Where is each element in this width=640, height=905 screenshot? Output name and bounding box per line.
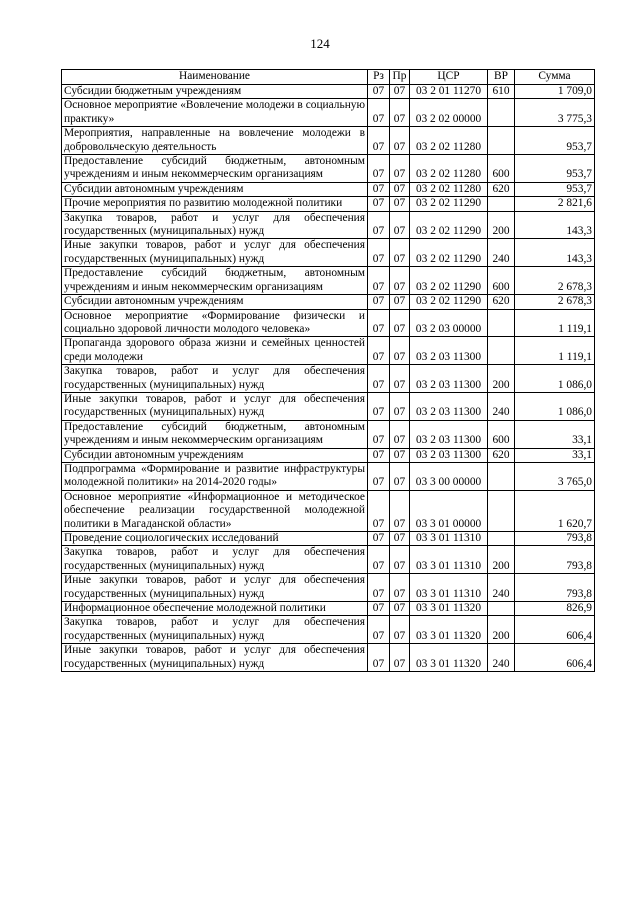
cell-vr: 600 [488, 420, 515, 448]
cell-sum: 606,4 [515, 616, 595, 644]
cell-name: Иные закупки товаров, работ и услуг для обеспечения государственных (муниципальных) нужд [62, 644, 368, 672]
cell-name: Мероприятия, направленные на вовлечение молодежи в добровольческую деятельность [62, 127, 368, 155]
table-row [62, 574, 595, 602]
cell-rz: 07 [368, 546, 390, 574]
cell-name: Иные закупки товаров, работ и услуг для обеспечения государственных (муниципальных) нужд [62, 239, 368, 267]
cell-name: Предоставление субсидий бюджетным, автономным учреждениям и иным некоммерческим организациям [62, 420, 368, 448]
table-row [62, 448, 595, 462]
table-row [62, 182, 595, 196]
cell-csr: 03 3 01 11310 [410, 574, 488, 602]
table-row [62, 85, 595, 99]
cell-rz: 07 [368, 99, 390, 127]
cell-vr: 620 [488, 295, 515, 309]
cell-pr: 07 [390, 532, 410, 546]
cell-pr: 07 [390, 309, 410, 337]
cell-name: Основное мероприятие «Вовлечение молодежи в социальную практику» [62, 99, 368, 127]
cell-rz: 07 [368, 197, 390, 211]
header-rz: Рз [368, 70, 390, 85]
table-row [62, 462, 595, 490]
cell-csr: 03 2 02 11290 [410, 197, 488, 211]
cell-name: Предоставление субсидий бюджетным, автономным учреждениям и иным некоммерческим организациям [62, 155, 368, 183]
cell-sum: 1 119,1 [515, 309, 595, 337]
cell-vr: 240 [488, 392, 515, 420]
table-row [62, 295, 595, 309]
cell-csr: 03 3 01 11310 [410, 532, 488, 546]
cell-csr: 03 2 02 11290 [410, 267, 488, 295]
cell-pr: 07 [390, 211, 410, 239]
cell-pr: 07 [390, 616, 410, 644]
cell-vr: 240 [488, 574, 515, 602]
cell-csr: 03 3 00 00000 [410, 462, 488, 490]
cell-rz: 07 [368, 85, 390, 99]
cell-name: Проведение социологических исследований [62, 532, 368, 546]
table-row [62, 490, 595, 531]
cell-sum: 606,4 [515, 644, 595, 672]
cell-name: Закупка товаров, работ и услуг для обеспечения государственных (муниципальных) нужд [62, 211, 368, 239]
cell-name: Основное мероприятие «Информационное и методическое обеспечение реализации государственной молодежной политики в Магаданской области» [62, 490, 368, 531]
cell-sum: 33,1 [515, 420, 595, 448]
page-number: 124 [310, 36, 330, 51]
cell-name: Субсидии автономным учреждениям [62, 182, 368, 196]
cell-csr: 03 2 02 11290 [410, 295, 488, 309]
cell-sum: 953,7 [515, 127, 595, 155]
cell-name: Субсидии бюджетным учреждениям [62, 85, 368, 99]
cell-csr: 03 3 01 11320 [410, 644, 488, 672]
cell-name: Субсидии автономным учреждениям [62, 295, 368, 309]
cell-csr: 03 2 03 11300 [410, 420, 488, 448]
table-row [62, 420, 595, 448]
cell-vr: 200 [488, 211, 515, 239]
cell-pr: 07 [390, 239, 410, 267]
cell-pr: 07 [390, 182, 410, 196]
cell-name: Закупка товаров, работ и услуг для обеспечения государственных (муниципальных) нужд [62, 616, 368, 644]
cell-pr: 07 [390, 127, 410, 155]
cell-vr [488, 197, 515, 211]
cell-pr: 07 [390, 574, 410, 602]
cell-vr: 600 [488, 267, 515, 295]
cell-name: Предоставление субсидий бюджетным, автономным учреждениям и иным некоммерческим организациям [62, 267, 368, 295]
cell-pr: 07 [390, 197, 410, 211]
cell-pr: 07 [390, 155, 410, 183]
cell-pr: 07 [390, 99, 410, 127]
cell-vr: 610 [488, 85, 515, 99]
header-pr: Пр [390, 70, 410, 85]
cell-csr: 03 2 02 00000 [410, 99, 488, 127]
cell-rz: 07 [368, 267, 390, 295]
cell-vr: 240 [488, 644, 515, 672]
cell-name: Закупка товаров, работ и услуг для обеспечения государственных (муниципальных) нужд [62, 365, 368, 393]
cell-rz: 07 [368, 392, 390, 420]
table-row [62, 197, 595, 211]
cell-rz: 07 [368, 644, 390, 672]
cell-rz: 07 [368, 616, 390, 644]
cell-pr: 07 [390, 420, 410, 448]
cell-rz: 07 [368, 239, 390, 267]
cell-sum: 3 765,0 [515, 462, 595, 490]
cell-sum: 953,7 [515, 182, 595, 196]
cell-pr: 07 [390, 462, 410, 490]
cell-sum: 33,1 [515, 448, 595, 462]
cell-name: Иные закупки товаров, работ и услуг для обеспечения государственных (муниципальных) нужд [62, 574, 368, 602]
cell-csr: 03 2 03 00000 [410, 309, 488, 337]
header-csr: ЦСР [410, 70, 488, 85]
cell-csr: 03 3 01 00000 [410, 490, 488, 531]
cell-rz: 07 [368, 448, 390, 462]
table-row [62, 532, 595, 546]
cell-csr: 03 2 03 11300 [410, 337, 488, 365]
cell-pr: 07 [390, 85, 410, 99]
cell-vr [488, 532, 515, 546]
cell-pr: 07 [390, 602, 410, 616]
cell-sum: 793,8 [515, 546, 595, 574]
cell-pr: 07 [390, 365, 410, 393]
cell-name: Закупка товаров, работ и услуг для обеспечения государственных (муниципальных) нужд [62, 546, 368, 574]
cell-sum: 953,7 [515, 155, 595, 183]
table-row [62, 546, 595, 574]
cell-csr: 03 2 01 11270 [410, 85, 488, 99]
cell-rz: 07 [368, 462, 390, 490]
cell-vr [488, 602, 515, 616]
cell-rz: 07 [368, 490, 390, 531]
cell-sum: 793,8 [515, 532, 595, 546]
cell-sum: 826,9 [515, 602, 595, 616]
table-header-row [62, 70, 595, 85]
cell-rz: 07 [368, 295, 390, 309]
cell-csr: 03 2 03 11300 [410, 365, 488, 393]
table-row [62, 155, 595, 183]
cell-rz: 07 [368, 420, 390, 448]
cell-vr [488, 99, 515, 127]
cell-rz: 07 [368, 182, 390, 196]
budget-table [61, 69, 595, 672]
cell-pr: 07 [390, 644, 410, 672]
cell-vr: 620 [488, 182, 515, 196]
cell-vr: 200 [488, 616, 515, 644]
cell-csr: 03 2 03 11300 [410, 392, 488, 420]
cell-csr: 03 3 01 11320 [410, 602, 488, 616]
cell-name: Субсидии автономным учреждениям [62, 448, 368, 462]
cell-rz: 07 [368, 532, 390, 546]
cell-rz: 07 [368, 309, 390, 337]
table-row [62, 337, 595, 365]
table-row [62, 602, 595, 616]
cell-sum: 3 775,3 [515, 99, 595, 127]
header-name: Наименование [62, 70, 368, 85]
cell-sum: 1 086,0 [515, 392, 595, 420]
cell-csr: 03 3 01 11310 [410, 546, 488, 574]
cell-rz: 07 [368, 337, 390, 365]
cell-pr: 07 [390, 295, 410, 309]
header-vr: ВР [488, 70, 515, 85]
cell-vr: 620 [488, 448, 515, 462]
cell-csr: 03 3 01 11320 [410, 616, 488, 644]
table-row [62, 127, 595, 155]
cell-csr: 03 2 02 11290 [410, 211, 488, 239]
cell-vr [488, 490, 515, 531]
cell-pr: 07 [390, 546, 410, 574]
cell-vr [488, 462, 515, 490]
table-row [62, 239, 595, 267]
cell-sum: 143,3 [515, 211, 595, 239]
cell-vr: 200 [488, 546, 515, 574]
cell-rz: 07 [368, 574, 390, 602]
cell-vr: 200 [488, 365, 515, 393]
cell-sum: 1 620,7 [515, 490, 595, 531]
cell-csr: 03 2 02 11280 [410, 182, 488, 196]
cell-sum: 2 821,6 [515, 197, 595, 211]
cell-pr: 07 [390, 448, 410, 462]
cell-rz: 07 [368, 211, 390, 239]
table-row [62, 267, 595, 295]
cell-name: Подпрограмма «Формирование и развитие инфраструктуры молодежной политики» на 2014-2020 годы» [62, 462, 368, 490]
cell-name: Пропаганда здорового образа жизни и семейных ценностей среди молодежи [62, 337, 368, 365]
cell-sum: 143,3 [515, 239, 595, 267]
cell-vr: 600 [488, 155, 515, 183]
cell-sum: 1 709,0 [515, 85, 595, 99]
cell-name: Прочие мероприятия по развитию молодежной политики [62, 197, 368, 211]
cell-sum: 1 119,1 [515, 337, 595, 365]
cell-csr: 03 2 03 11300 [410, 448, 488, 462]
cell-pr: 07 [390, 267, 410, 295]
cell-rz: 07 [368, 365, 390, 393]
cell-name: Иные закупки товаров, работ и услуг для обеспечения государственных (муниципальных) нужд [62, 392, 368, 420]
table-row [62, 309, 595, 337]
cell-pr: 07 [390, 392, 410, 420]
table-row [62, 99, 595, 127]
table-row [62, 392, 595, 420]
cell-vr [488, 309, 515, 337]
cell-sum: 2 678,3 [515, 295, 595, 309]
table-row [62, 365, 595, 393]
cell-name: Основное мероприятие «Формирование физически и социально здоровой личности молодого человека» [62, 309, 368, 337]
cell-rz: 07 [368, 155, 390, 183]
table-row [62, 211, 595, 239]
table-row [62, 616, 595, 644]
cell-sum: 1 086,0 [515, 365, 595, 393]
cell-vr [488, 337, 515, 365]
table-row [62, 644, 595, 672]
cell-sum: 2 678,3 [515, 267, 595, 295]
cell-csr: 03 2 02 11280 [410, 127, 488, 155]
cell-rz: 07 [368, 602, 390, 616]
cell-pr: 07 [390, 337, 410, 365]
cell-name: Информационное обеспечение молодежной политики [62, 602, 368, 616]
cell-vr [488, 127, 515, 155]
header-sum: Сумма [515, 70, 595, 85]
cell-rz: 07 [368, 127, 390, 155]
cell-sum: 793,8 [515, 574, 595, 602]
cell-csr: 03 2 02 11280 [410, 155, 488, 183]
cell-pr: 07 [390, 490, 410, 531]
cell-csr: 03 2 02 11290 [410, 239, 488, 267]
cell-vr: 240 [488, 239, 515, 267]
